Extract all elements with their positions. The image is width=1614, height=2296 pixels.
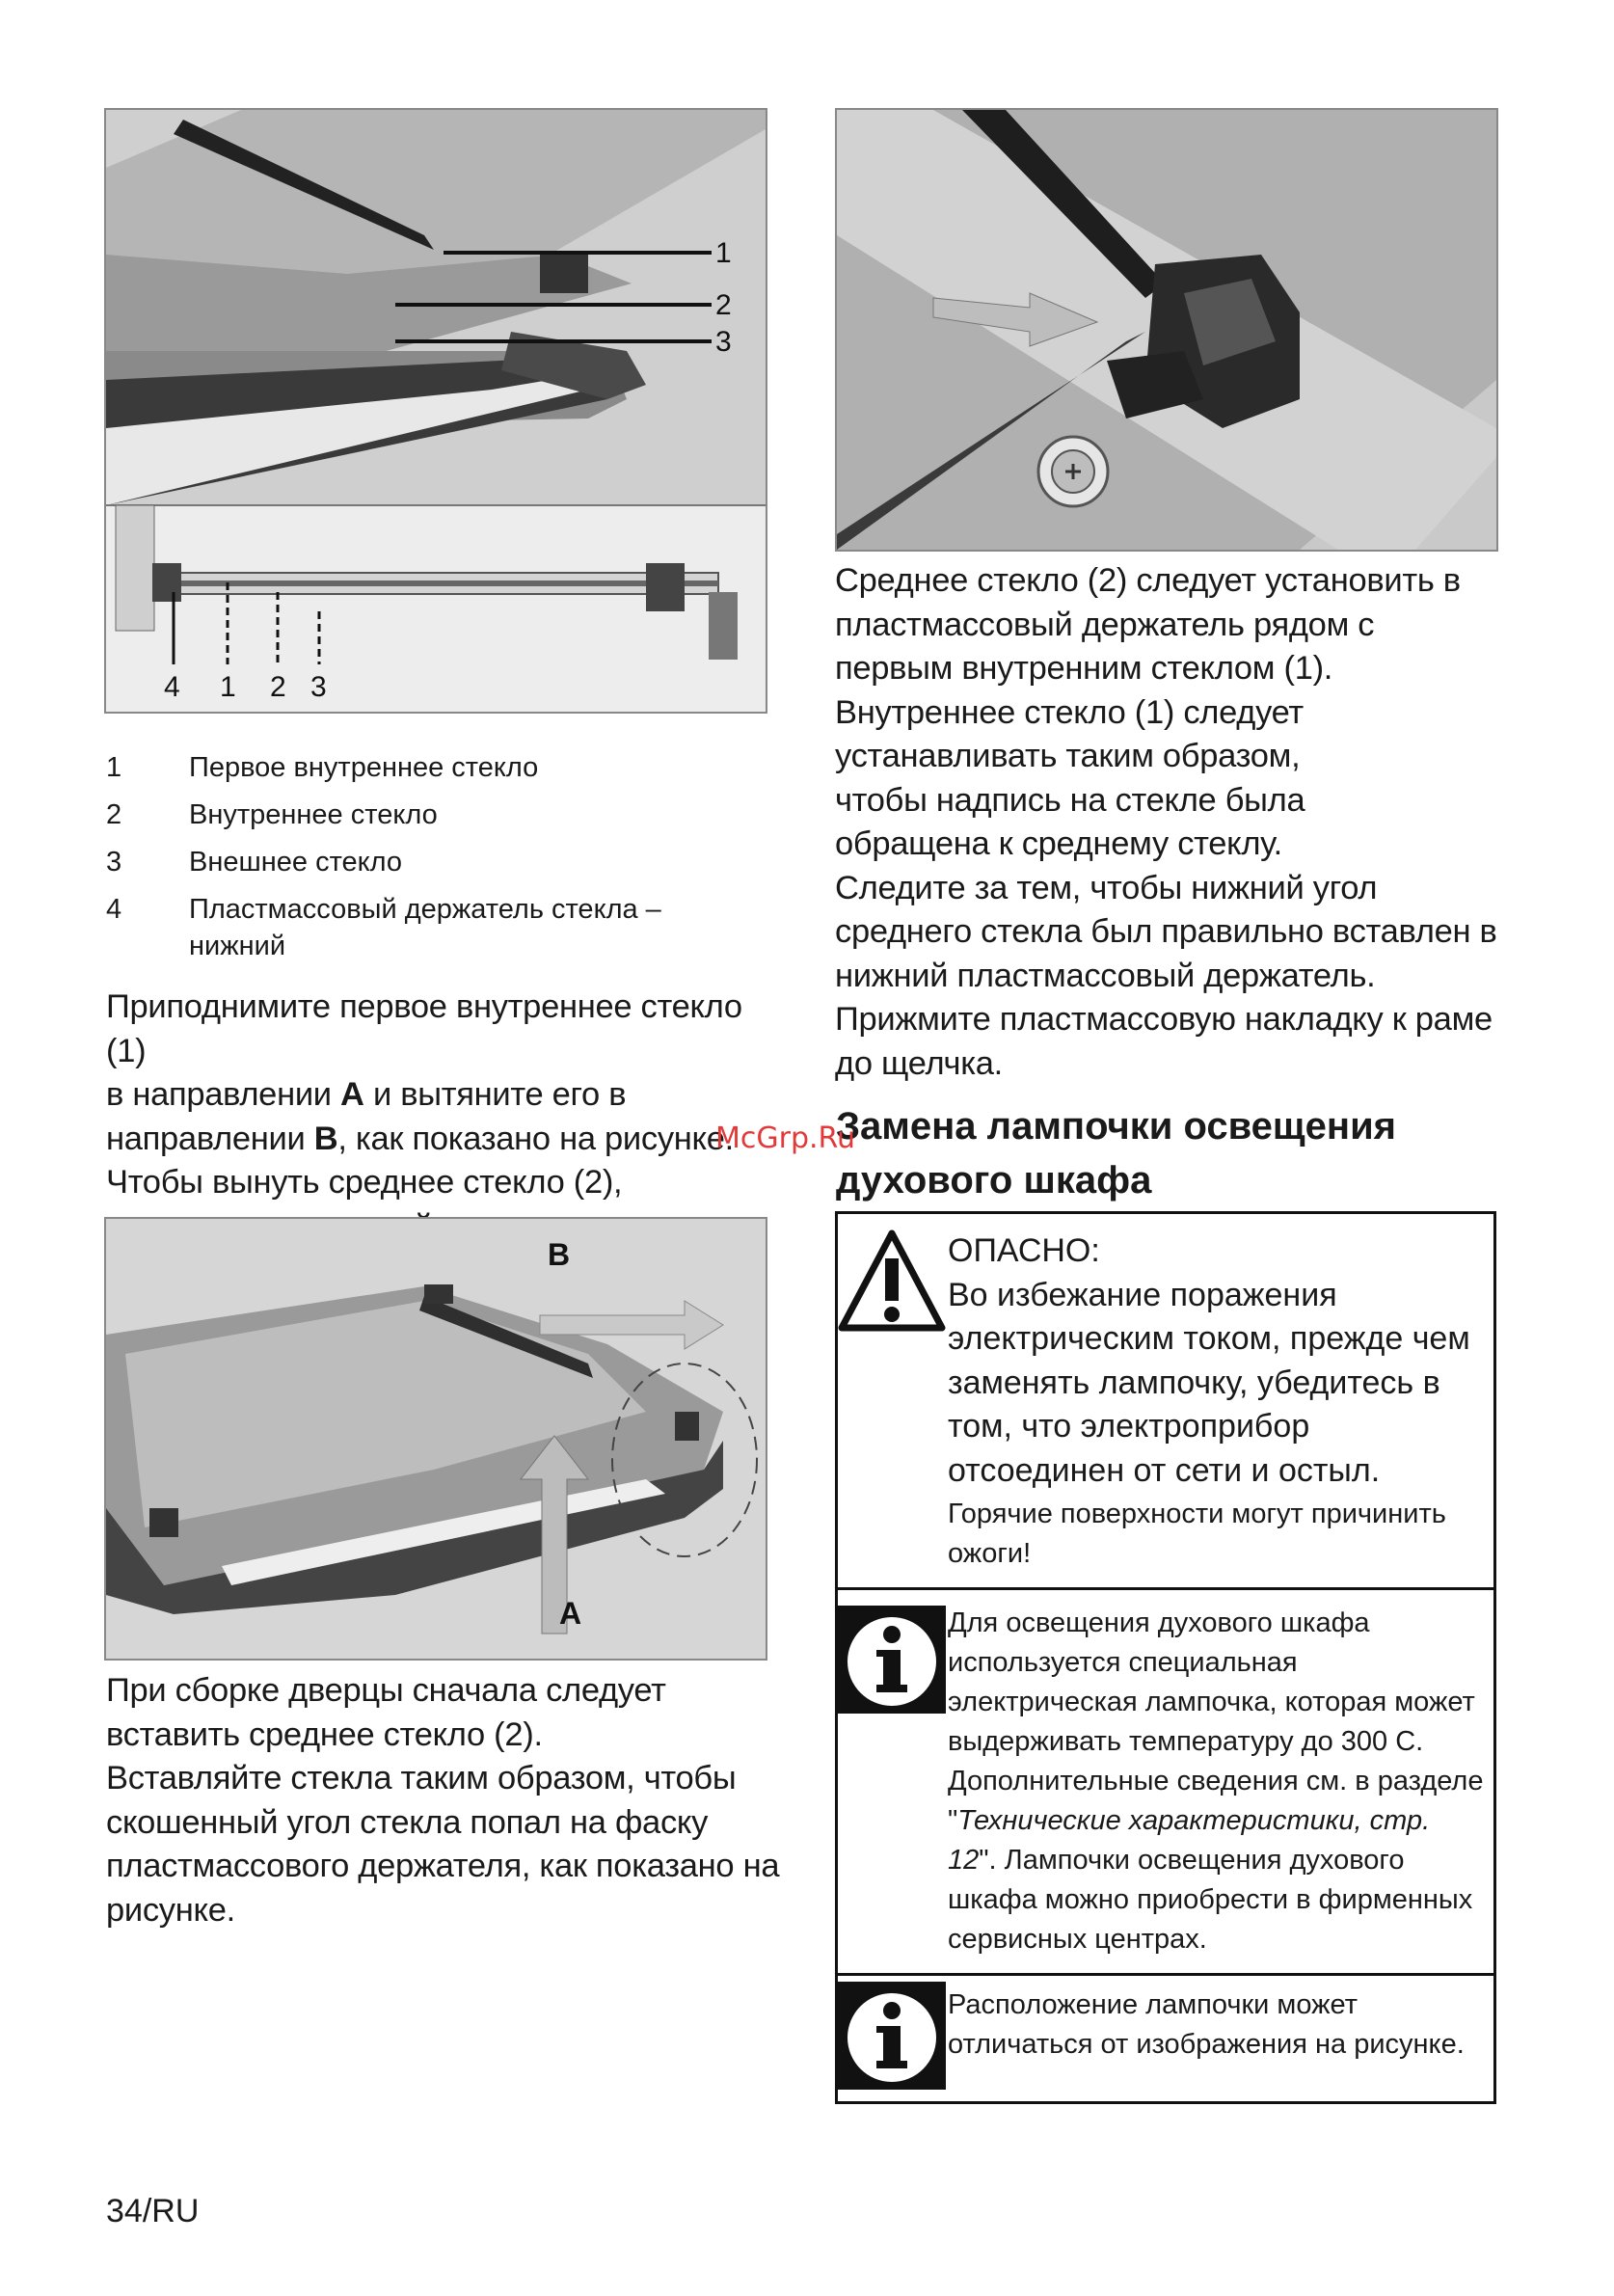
arrow-a-label: A	[559, 1596, 582, 1631]
removal-text: направлении	[106, 1120, 314, 1157]
holder-paragraph-1: Среднее стекло (2) следует установить в пластмассовый держатель рядом с первым внутренним стеклом (1).	[835, 562, 1461, 687]
legend-item	[106, 744, 723, 792]
legend-number: 4	[106, 894, 122, 925]
door-glass-illustration	[106, 110, 766, 712]
info-icon	[838, 1606, 946, 1712]
info-icon-svg	[838, 1982, 946, 2090]
legend-text: Пластмассовый держатель стекла – нижний	[189, 894, 661, 961]
glass-removal-illustration	[106, 1219, 766, 1659]
legend-item	[106, 839, 723, 886]
legend-text: Внутреннее стекло	[189, 799, 438, 830]
spec-reference: Технические характеристики, стр. 12	[948, 1805, 1431, 1876]
legend-number: 3	[106, 847, 122, 878]
removal-text: , как показано на рисунке.	[337, 1120, 734, 1157]
removal-line-1: Приподнимите первое внутреннее стекло (1)	[106, 988, 742, 1069]
info-text-1	[948, 1604, 1486, 1959]
section-heading: Замена лампочки освещения духового шкафа	[836, 1105, 1396, 1202]
direction-b-label: B	[313, 1120, 338, 1157]
danger-text	[948, 1229, 1486, 1574]
holder-instructions	[835, 559, 1510, 1086]
plastic-holder-figure	[835, 108, 1498, 552]
holder-paragraph-3: Следите за тем, чтобы нижний угол среднего стекла был правильно вставлен в нижний пластмассовый держатель.	[835, 869, 1497, 994]
legend-number: 2	[106, 799, 122, 830]
legend-item	[106, 792, 723, 839]
removal-line-4: Чтобы вынуть среднее стекло (2),	[106, 1164, 623, 1201]
warning-triangle-icon-svg	[838, 1228, 946, 1334]
danger-body: Во избежание поражения электрическим током, прежде чем заменять лампочку, убедитесь в том, что электроприбор отсоединен от сети и остыл.	[948, 1276, 1470, 1489]
info-text-2: Расположение лампочки может отличаться от изображения на рисунке.	[948, 1989, 1465, 2060]
door-glass-figure	[104, 108, 767, 714]
warning-triangle-icon	[838, 1228, 946, 1334]
removal-instructions	[106, 986, 781, 1249]
legend-text: Внешнее стекло	[189, 847, 403, 878]
figure-legend	[106, 744, 723, 964]
assembly-paragraph-2: Вставляйте стекла таким образом, чтобы скошенный угол стекла попал на фаску пластмассового держателя, как показано на рисунке.	[106, 1760, 780, 1929]
plastic-holder-illustration	[837, 110, 1496, 550]
glass-removal-figure	[104, 1217, 767, 1661]
info-text-1-pre: Для освещения духового шкафа используется специальная электрическая лампочка, которая может выдерживать температуру до 300 С. Дополнительные сведения см. в разделе "	[948, 1607, 1484, 1836]
callout-3: 3	[715, 326, 732, 358]
info-icon-svg	[838, 1606, 946, 1714]
removal-text: в направлении	[106, 1076, 341, 1113]
assembly-instructions	[106, 1669, 781, 1932]
assembly-paragraph-1: При сборке дверцы сначала следует вставить среднее стекло (2).	[106, 1672, 666, 1753]
detail-label-2: 2	[270, 671, 286, 703]
legend-number: 1	[106, 752, 122, 783]
removal-text: и вытяните его в	[363, 1076, 627, 1113]
arrow-b-label: B	[548, 1237, 571, 1272]
info-note-1	[838, 1590, 1493, 1973]
watermark: McGrp.Ru	[715, 1121, 856, 1155]
danger-warning	[838, 1214, 1493, 1587]
info-text-1-post: ". Лампочки освещения духового шкафа можно приобрести в фирменных сервисных центрах.	[948, 1845, 1473, 1955]
info-note-2	[838, 1976, 1493, 2092]
info-icon	[838, 1982, 946, 2090]
danger-title: ОПАСНО:	[948, 1232, 1100, 1269]
direction-a-label: A	[340, 1076, 364, 1113]
page-number: 34/RU	[106, 2193, 200, 2229]
detail-label-3: 3	[310, 671, 327, 703]
legend-item	[106, 886, 723, 964]
removal-line-3	[106, 1118, 781, 1162]
safety-info-box	[835, 1211, 1496, 2104]
callout-1: 1	[715, 237, 732, 269]
callout-2: 2	[715, 289, 732, 321]
legend-text: Первое внутреннее стекло	[189, 752, 539, 783]
detail-label-4: 4	[164, 671, 180, 703]
danger-note: Горячие поверхности могут причинить ожоги!	[948, 1499, 1446, 1569]
holder-paragraph-4: Прижмите пластмассовую накладку к раме до щелчка.	[835, 1001, 1493, 1082]
detail-label-1: 1	[220, 671, 236, 703]
holder-paragraph-2: Внутреннее стекло (1) следует устанавливать таким образом, чтобы надпись на стекле была обращена к среднему стеклу.	[835, 693, 1305, 862]
removal-line-2	[106, 1073, 781, 1118]
